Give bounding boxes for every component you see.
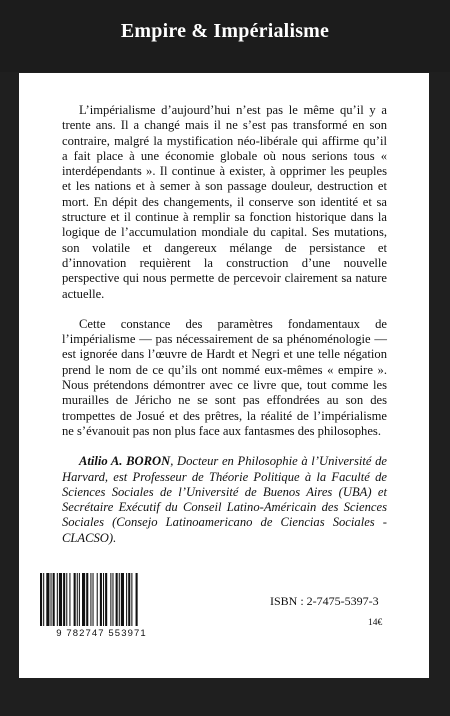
barcode-bar bbox=[126, 573, 127, 626]
paragraph-2: Cette constance des paramètres fondamentaux de l’impérialisme — pas nécessairement de sa phénoménologie — est ignorée dans l’œuvre de Hardt et Negri et une telle négation prend le nom de ce qu’ils ont nommé eux-mêmes « empire ». Nous prétendons démontrer avec ce livre que, tout comme les murailles de Jéricho ne se sont pas effondrées au son des trompettes de Josué et des prêtres, la réalité de l’impérialisme ne s’évanouit pas non plus face aux fantasmes des philosophes. bbox=[62, 316, 387, 438]
title-band bbox=[0, 0, 450, 72]
barcode-bar bbox=[57, 573, 58, 626]
author-bio-text: , Docteur en Philosophie à l’Université de Harvard, est Professeur de Théorie Politique à la Faculté de Sciences Sociales de l’Université de Buenos Aires (UBA) et Secrétaire Exécutif du Conseil Latino-Américain des Sciences Sociales (Consejo Latinoamericano de Ciencias Sociales - CLACSO). bbox=[62, 454, 388, 545]
back-cover-page bbox=[19, 73, 429, 678]
barcode-bar bbox=[97, 573, 98, 626]
barcode-bar bbox=[86, 573, 88, 626]
author-bio bbox=[62, 454, 387, 546]
barcode-bar bbox=[59, 573, 62, 626]
text-block bbox=[62, 103, 387, 546]
barcode-bar bbox=[112, 573, 113, 626]
barcode-bar bbox=[131, 573, 132, 626]
barcode-bar bbox=[43, 573, 44, 626]
barcode-bar bbox=[77, 573, 78, 626]
barcode-bars bbox=[38, 573, 165, 629]
barcode-bar bbox=[100, 573, 102, 626]
barcode-bar bbox=[119, 573, 120, 626]
author-name: Atilio A. BORON bbox=[79, 454, 171, 469]
barcode-bar bbox=[66, 573, 67, 626]
barcode-bar bbox=[105, 573, 107, 626]
book-title: Empire & Impérialisme bbox=[120, 20, 330, 42]
barcode-bar bbox=[116, 573, 118, 626]
barcode-bar bbox=[136, 573, 138, 626]
isbn: ISBN : 2-7475-5397-3 bbox=[270, 594, 379, 608]
barcode bbox=[38, 573, 165, 639]
barcode-bar bbox=[90, 573, 91, 626]
barcode-bar bbox=[128, 573, 130, 626]
barcode-bar bbox=[110, 573, 111, 626]
paragraph-1: L’impérialisme d’aujourd’hui n’est pas le même qu’il y a trente ans. Il a changé mais il ne s’est pas transformé en son contraire, malgré la mystification néo-libérale qui affirme qu’il a fait place à une économie globale où nous serions tous « interdépendants ». Il continue à exister, à opprimer les peuples et les nations et à semer à son passage douleur, destruction et mort. En dépit des changements, il conserve son identité et sa structure et il continue à remplir sa fonction historique dans la logique de l’accumulation mondiale du capital. Ses mutations, son volatile et dangereux mélange de persistance et d’innovation requièrent la construction d’une nouvelle perspective qui nous permette de percevoir clairement sa nature actuelle. bbox=[62, 103, 387, 301]
barcode-bar bbox=[51, 573, 52, 626]
barcode-bar bbox=[40, 573, 42, 626]
barcode-bar bbox=[93, 573, 94, 626]
price: 14€ bbox=[368, 618, 383, 628]
barcode-bar bbox=[69, 573, 70, 626]
barcode-bar bbox=[103, 573, 104, 626]
barcode-bar bbox=[63, 573, 65, 626]
barcode-bar bbox=[46, 573, 49, 626]
barcode-bar bbox=[121, 573, 124, 626]
barcode-bar bbox=[74, 573, 76, 626]
barcode-digits: 9 782747 553971 bbox=[56, 628, 147, 639]
barcode-bar bbox=[82, 573, 85, 626]
barcode-bar bbox=[53, 573, 55, 626]
barcode-bar bbox=[79, 573, 80, 626]
